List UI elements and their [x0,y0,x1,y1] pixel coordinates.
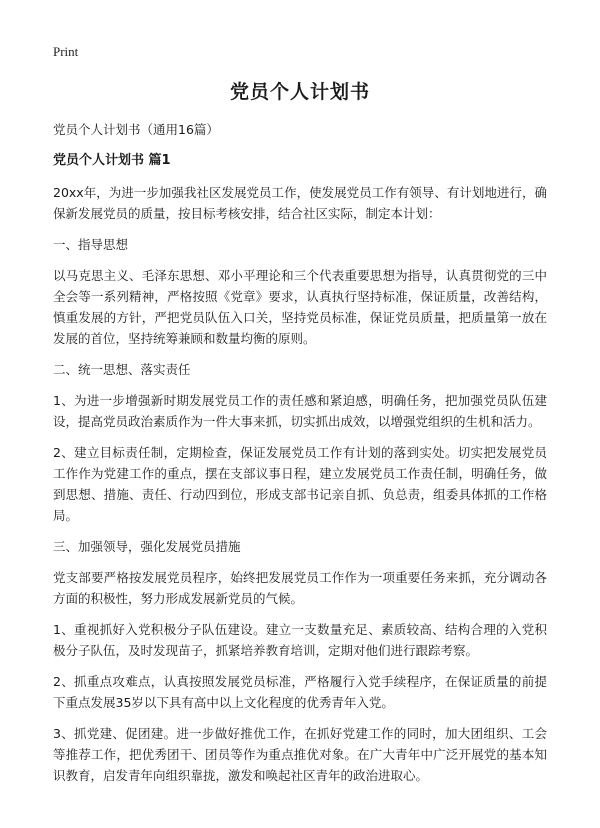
paragraph-measure-2: 2、抓重点攻难点，认真按照发展党员标准，严格履行入党手续程序，在保证质量的前提下重点发展35岁以下具有高中以上文化程度的优秀青年入党。 [53,674,547,710]
paragraph-guiding-ideology: 以马克思主义、毛泽东思想、邓小平理论和三个代表重要思想为指导，认真贯彻党的三中全会等一系列精神，严格按照《党章》要求，认真执行坚持标准，保证质量，改善结构，慎重发展的方针，严把党员队伍入口关，坚持党员标准，保证党员质量，把质量第一放在发展的首位，坚持统筹兼顾和数量均衡的原则。 [53,268,547,346]
document-body [53,120,547,796]
document-title: 党员个人计划书 [229,81,370,103]
paragraph-responsibility-2: 2、建立目标责任制，定期检查，保证发展党员工作有计划的落到实处。切实把发展党员工作作为党建工作的重点，摆在支部议事日程，建立发展党员工作责任制，明确任务，做到思想、措施、责任、行动四到位，形成支部书记亲自抓、负总责，组委具体抓的工作格局。 [53,445,547,523]
heading-unify-thought: 二、统一思想、落实责任 [53,362,191,377]
print-link[interactable]: Print [53,44,79,59]
section-title: 党员个人计划书 篇1 [53,153,171,168]
paragraph-responsibility-1: 1、为进一步增强新时期发展党员工作的责任感和紧迫感，明确任务，把加强党员队伍建设，提高党员政治素质作为一件大事来抓，切实抓出成效，以增强党组织的生机和活力。 [53,393,547,429]
document-subtitle: 党员个人计划书（通用16篇） [53,122,219,137]
paragraph-intro: 20xx年，为进一步加强我社区发展党员工作，使发展党员工作有领导、有计划地进行，确保新发展党员的质量，按目标考核安排，结合社区实际，制定本计划： [53,185,547,221]
paragraph-measure-3: 3、抓党建、促团建。进一步做好推优工作，在抓好党建工作的同时，加大团组织、工会等推荐工作，把优秀团干、团员等作为重点推优对象。在广大青年中广泛开展党的基本知识教育，启发青年向组织靠拢，激发和唤起社区青年的政治进取心。 [53,726,547,783]
paragraph-leadership-intro: 党支部要严格按发展党员程序，始终把发展党员工作作为一项重要任务来抓，充分调动各方面的积极性，努力形成发展新党员的气候。 [53,570,547,606]
heading-strengthen-leadership: 三、加强领导，强化发展党员措施 [53,539,241,554]
heading-guiding-ideology: 一、指导思想 [53,237,129,252]
paragraph-measure-1: 1、重视抓好入党积极分子队伍建设。建立一支数量充足、素质较高、结构合理的入党积极分子队伍，及时发现苗子，抓紧培养教育培训，定期对他们进行跟踪考察。 [53,622,547,658]
